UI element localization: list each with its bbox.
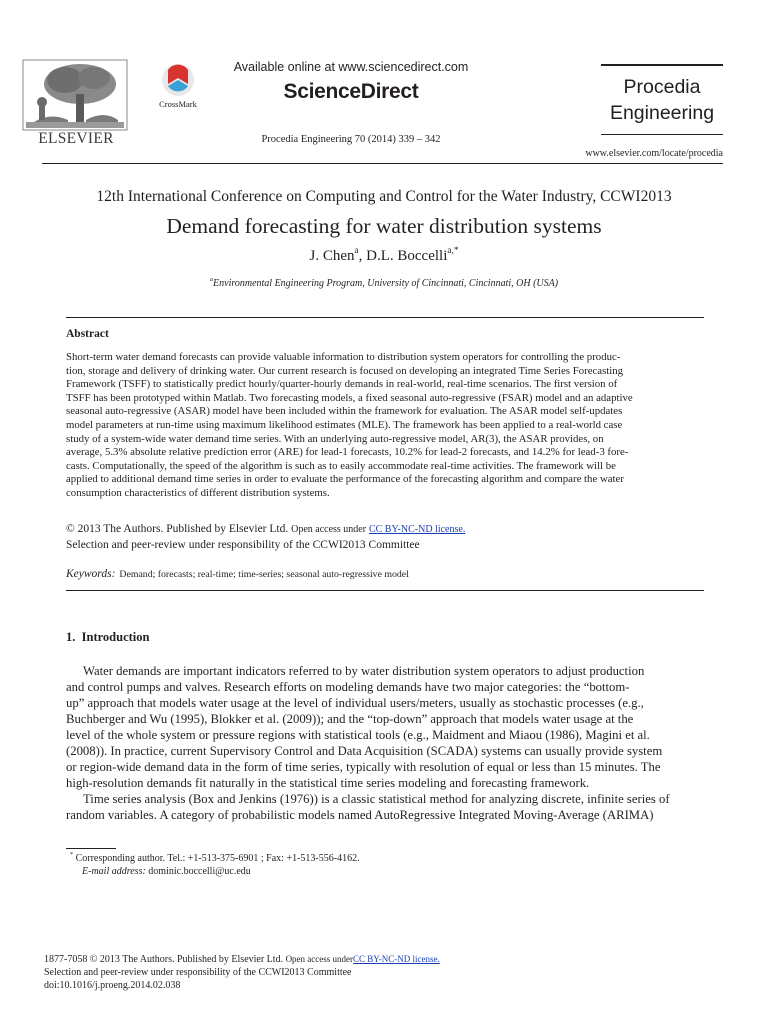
abstract-line: tion, storage and delivery of drinking water. Our current research is focused on developing an integrated Time Series Forecasting	[66, 364, 624, 377]
header-rule	[42, 163, 723, 164]
author-list	[20, 248, 748, 265]
abstract-line: consumption characteristics of different distribution systems.	[66, 486, 330, 499]
footer-copyright-line	[44, 954, 440, 965]
journal-title-line1: Procedia	[623, 76, 701, 98]
paragraph-line: Water demands are important indicators referred to by water distribution system operators to adjust production	[83, 664, 645, 678]
elsevier-logo	[20, 58, 130, 150]
intro-paragraph-1	[66, 663, 704, 791]
conference-name: 12th International Conference on Computing and Control for the Water Industry, CCWI2013	[96, 188, 672, 205]
abstract-line: Framework (TSFF) to statistically predict hourly/quarter-hourly demands in real-world, real-time scenarios. The first version of	[66, 378, 618, 391]
copyright-line	[66, 523, 465, 535]
journal-title-line2: Engineering	[609, 102, 715, 124]
abstract-bottom-rule	[66, 590, 704, 591]
abstract-line: casts. Computationally, the speed of the algorithm is such as to easily accommodate real-time activities. The framework will be	[66, 459, 616, 472]
footer-open-access: Open access under	[285, 954, 354, 964]
author-name: D.L. Boccelli	[366, 248, 448, 264]
footer-doi[interactable]: doi:10.1016/j.proeng.2014.02.038	[44, 980, 181, 991]
affiliation-mark: a	[209, 276, 214, 284]
paragraph-line: or region-wide demand data in the form of time series, typically with resolution of equal or less than 15 minutes. The	[66, 760, 661, 774]
abstract-line: TSFF has been prototyped within Matlab. Two forecasting models, a fixed seasonal auto-regressive (FSAR) model and an adaptive	[66, 391, 633, 404]
journal-box-top-rule	[601, 64, 723, 66]
abstract-line: applied to additional demand time series in order to evaluate the performance of the forecasting algorithm and compare the water	[66, 473, 624, 486]
abstract-line: model parameters at run-time using maximum likelihood estimates (MLE). The framework has been applied to a real-world case	[66, 418, 623, 431]
author-separator: ,	[358, 248, 367, 264]
paragraph-line: level of the whole system or pressure regions with statistical tools (e.g., Maidment and Miaou (1986), Magini et al.	[66, 728, 650, 742]
abstract-line: average, 5.3% absolute relative prediction error (ARE) for lead-1 forecasts, 10.2% for lead-2 forecasts, and 14.2% for lead-3 fore-	[66, 446, 629, 459]
keywords-line	[66, 564, 409, 582]
open-access-text: Open access under	[291, 524, 367, 535]
corresponding-author-footnote	[66, 853, 360, 864]
abstract-line: Short-term water demand forecasts can provide valuable information to distribution system operators for controlling the produc-	[66, 351, 621, 363]
peer-review-line: Selection and peer-review under responsibility of the CCWI2013 Committee	[66, 539, 420, 551]
license-link[interactable]: CC BY-NC-ND license.	[368, 524, 466, 535]
intro-paragraph-2	[66, 791, 704, 823]
footer-issn-copyright: 1877-7058 © 2013 The Authors. Published by Elsevier Ltd.	[44, 954, 284, 965]
crossmark-label: CrossMark	[159, 99, 197, 109]
elsevier-tree-icon	[20, 58, 130, 132]
footnote-text: Corresponding author. Tel.: +1-513-375-6901 ; Fax: +1-513-556-4162.	[75, 853, 360, 864]
journal-box-bottom-rule	[601, 134, 723, 135]
abstract-heading: Abstract	[66, 328, 109, 340]
footer-peer-review: Selection and peer-review under responsibility of the CCWI2013 Committee	[44, 967, 352, 978]
keywords-text: Demand; forecasts; real-time; time-series; seasonal auto-regressive model	[119, 569, 409, 580]
available-online: Available online at www.sciencedirect.com	[233, 60, 469, 74]
section-heading: 1. Introduction	[66, 630, 150, 644]
email-address[interactable]: dominic.boccelli@uc.edu	[148, 866, 251, 877]
abstract-line: study of a system-wide water demand time series. With an underlying auto-regressive model, AR(3), the ASAR provides, on	[66, 432, 604, 445]
author-name: J. Chen	[309, 248, 355, 264]
paragraph-line: Buchberger and Wu (1995), Blokker et al. (2009)); and the “top-down” approach that models water usage at the	[66, 712, 634, 726]
paragraph-line: Time series analysis (Box and Jenkins (1976)) is a classic statistical method for analyzing discrete, infinite series of	[83, 792, 670, 806]
paragraph-line: high-resolution demands fit naturally in the statistical time series modeling and forecasting framework.	[66, 776, 590, 790]
abstract-body	[66, 351, 704, 501]
affiliation-text: Environmental Engineering Program, University of Cincinnati, Cincinnati, OH (USA)	[213, 278, 559, 289]
paragraph-line: and control pumps and valves. Research efforts on modeling demands have two major categories: the “bottom-	[66, 680, 630, 694]
abstract-line: seasonal auto-regressive (ASAR) model have been included within the framework for evaluation. The ASAR model self-updates	[66, 405, 623, 418]
footnote-rule	[66, 848, 116, 849]
paper-title: Demand forecasting for water distribution systems	[166, 214, 602, 238]
elsevier-wordmark: ELSEVIER	[38, 130, 114, 147]
author-affiliation-mark: a	[354, 246, 359, 257]
copyright-text: © 2013 The Authors. Published by Elsevier Ltd.	[66, 523, 289, 535]
author-affiliation-mark: a,*	[447, 246, 459, 257]
email-footnote	[82, 866, 251, 877]
footer-license-link[interactable]: CC BY-NC-ND license.	[353, 954, 440, 964]
journal-url[interactable]: www.elsevier.com/locate/procedia	[585, 148, 723, 159]
paragraph-line: random variables. A category of probabilistic models named AutoRegressive Integrated Moving-Average (ARIMA)	[66, 808, 654, 822]
email-label: E-mail address:	[82, 866, 146, 877]
journal-citation: Procedia Engineering 70 (2014) 339 – 342	[261, 134, 441, 145]
keywords-label: Keywords:	[66, 568, 116, 580]
affiliation	[20, 278, 748, 289]
sciencedirect-logo[interactable]: ScienceDirect	[283, 80, 419, 103]
abstract-top-rule	[66, 317, 704, 318]
footnote-mark: *	[70, 851, 74, 859]
paragraph-line: (2008)). In practice, current Supervisory Control and Data Acquisition (SCADA) systems can usually provide system	[66, 744, 663, 758]
paragraph-line: up” approach that models water usage at the level of individual users/meters, usually as stochastic processes (e.g.,	[66, 696, 644, 710]
